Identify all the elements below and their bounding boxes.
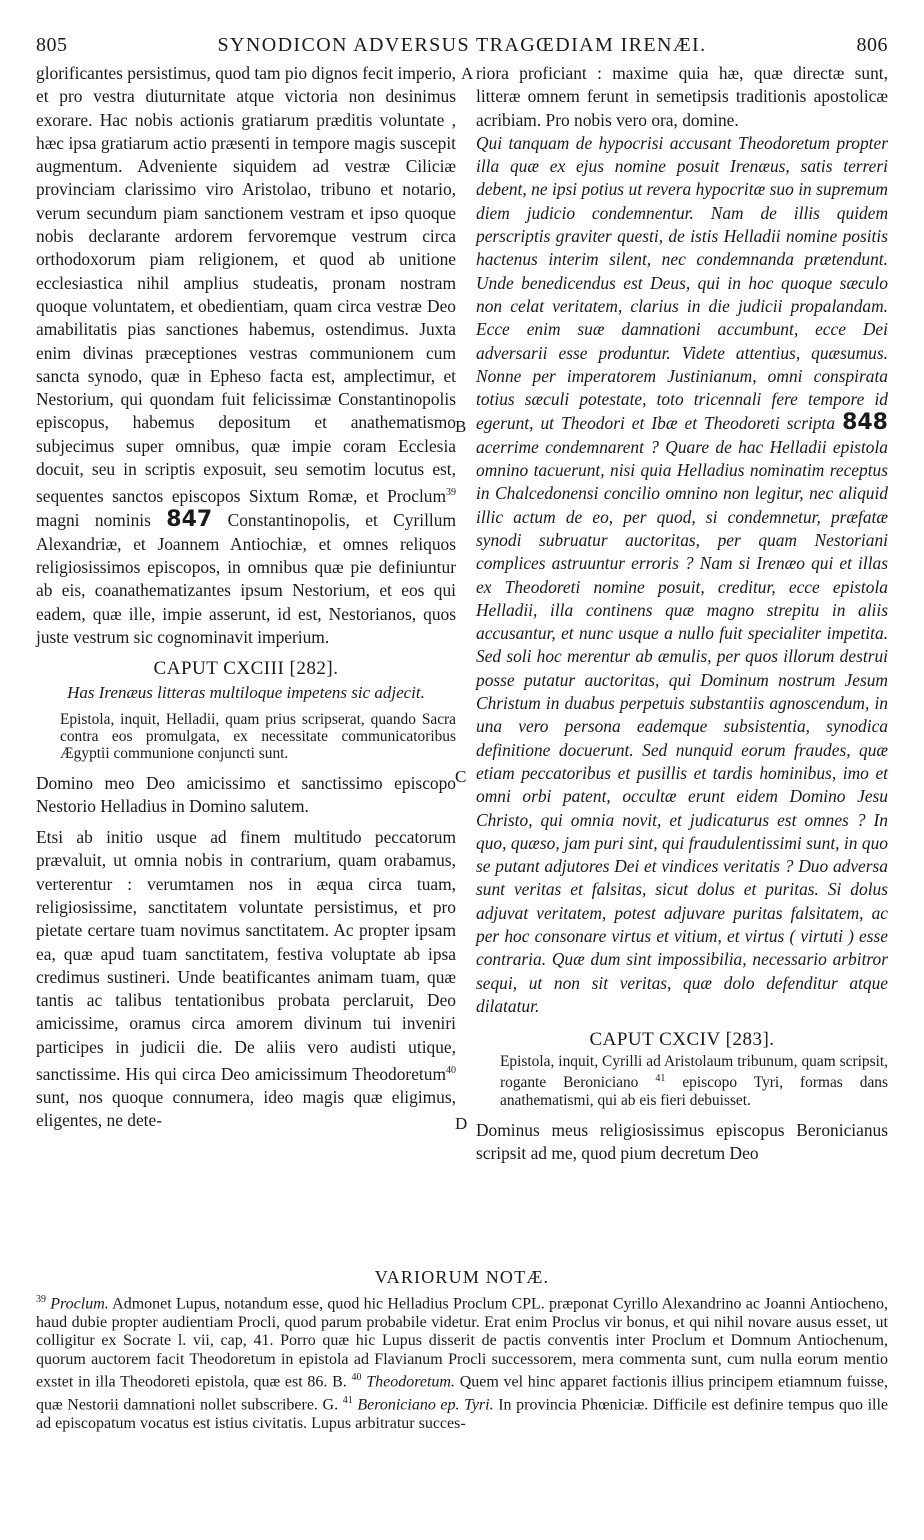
variorum-notes: [36, 1268, 888, 1434]
chapter-intro-194: Epistola, inquit, Cyrilli ad Aristolaum tribunum, quam scripsit, rogante Beroniciano $^{41}$ episcopo Tyri, formas dans anathematismi, qui ab eis fieri debuisset.: [500, 1053, 888, 1109]
running-header: [36, 30, 888, 60]
right-column: [476, 62, 888, 1165]
chapter-heading-193: CAPUT CXCIII [282].: [153, 658, 339, 680]
chapter-subheading-193: Has Irenæus litteras multiloque impetens sic adjecit.: [67, 682, 425, 702]
column-marker-847: 847: [166, 507, 213, 533]
chapter-intro-193: Epistola, inquit, Helladii, quam prius scripserat, quando Sacra contra eos promulgata, ex necessitate communicatoribus Ægyptii communione conjuncti sunt.: [60, 710, 456, 762]
notes-title: VARIORUM NOTÆ.: [374, 1267, 550, 1287]
margin-letter-c: C: [455, 767, 467, 786]
note-ref-40: 40: [446, 1065, 456, 1077]
left-paragraph-1: glorificantes persistimus, quod tam pio dignos fecit imperio, et pro vestra diuturnitate atque victoria non desinimus exorare. Hac nobis actionis gratiarum præditis voluntate , hæc ipsa gratiarum actio præsenti in tempore magis suscepit augmentum. Adveniente siquidem ad vestræ Ciliciæ provinciam clarissimo viro Aristolao, tribuno et notario, verum secundum piam sanctionem vestram et ipso quoque nobis declarante ardorem fervoremque vestrum circa orthodoxorum piam religionem, et quod ab unitione ecclesiastica nihil amplius studeatis, pronam nostram quoque voluntatem, et obedientiam, quam circa vestræ Deo amabilitatis pias sanctiones habemus, ostendimus. Juxta enim divinas præceptiones vestras communionem cum sancta synodo, quæ in Epheso facta est, amplectimur, et Nestorium, qui quondam fuit felicissimæ Constantinopolis episcopus, habemus depositum et anathematismo subjecimus super omnibus, quæ impie coram Ecclesia docuit, seu in scriptis exposuit, seu semotim locutus est, sequentes sanctos episcopos Sixtum Romæ, et Proclum$^{39}$ magni nominis 847 Constantinopolis, et Cyrillum Alexandriæ, et Joannem Antiochiæ, et omnes reliquos religiosissimos episcopos, in omnibus quæ pie definiuntur ab eis, coanathematizantes ipsum Nestorium, et eos qui eadem, quæ ille, impie asserunt, id est, Nestorianos, quos juste vestrum sic cognominavit imperium.: [36, 63, 456, 647]
note-ref-41: 41: [655, 1073, 666, 1085]
right-paragraph-3: Dominus meus religiosissimus episcopus Beronicianus scripsit ad me, quod pium decretum Deo: [476, 1119, 888, 1163]
margin-letter-a: A: [461, 64, 474, 83]
margin-letter-d: D: [455, 1114, 468, 1133]
running-title: SYNODICON ADVERSUS TRAGŒDIAM IRENÆI.: [217, 34, 707, 56]
chapter-heading-194: CAPUT CXCIV [283].: [589, 1029, 775, 1051]
right-paragraph-1: riora proficiant : maxime quia hæ, quæ directæ sunt, litteræ omnem ferunt in semetipsis traditionis apostolicæ acribiam. Pro nobis vero ora, domine.: [476, 63, 888, 130]
left-column-number: 805: [36, 34, 68, 56]
right-paragraph-2: Qui tanquam de hypocrisi accusant Theodoretum propter illa quæ ex ejus nomine posuit Irenæus, satis terreri debent, ne ipsi potius ut revera hypocritæ suo in supremum diem judicio condemnentur. Nam de illis quidem perscriptis graviter questi, de istis Helladii nomine positis hactenus interim silent, nec condemnanda prætendunt. Unde benedicendus est Deus, qui in hoc quoque sæculo non celat veritatem, clarius in die judicii propalandam. Ecce enim suæ damnationi accumbunt, ecce Dei adversarii esse produntur. Videte attentius, quæsumus. Nonne per imperatorem Justinianum, omni conspirata totius sæculi potestate, toto tricennali fere tempore id egerunt, ut Theodori et Ibæ et Theodoreti scripta 848 acerrime condemnarent ? Quare de hac Helladii epistola omnino tacuerunt, nisi quia Helladius nominatim receptus in Chalcedonensi concilio omnino non legitur, nec aliquid illic actum de eo, per quod, si condemnetur, præfatæ synodi subruatur auctoritas, per quam Nestoriani complices astruuntur erroris ? Nam si Irenæo qui et illas ex Theodoreti nomine posuit, creditur, ecce epistola Helladii, illa continens quæ magno strepitu in aliis accusantur, et nunc usque a nullo fuit specialiter impetita. Sed soli hoc merentur ab æmulis, per quos illorum destrui posse putatur auctoritas, qui Dominum nostrum Jesum Christum in duabus perpetuis substantiis agnoscendum, in una vero persona eademque subsistentia, synodica definitione docuerunt. Sed nunquid eorum fraudes, quæ etiam peccatoribus et pusillis et tardis hominibus, imo et omni orbi patent, occultæ erunt eidem Domino Jesu Christo, qui omnia novit, et judicaturus est omnes ? In quo, quæso, jam puri sint, qui fraudulentissimi sunt, in quo se putant adjutores Dei et vindices veritatis ? Duo adversa sunt veritas et falsitas, sicut dolus et puritas. Si dolus adjuvat veritatem, potest adjuvare puritas falsitatem, ac per hoc consonare virtus et vitium, et virtus ( virtuti ) esse contraria. Quæ dum sint impossibilia, necessario arbitror sequi, ut non sit veritas, quæ dolo defenditur atque dilatatur.: [476, 132, 888, 1016]
left-paragraph-2: Etsi ab initio usque ad finem multitudo peccatorum prævaluit, ut omnia nobis in contrarium, quam orabamus, verterentur : verumtamen nos in æqua circa tuam, religiosissime, sanctitatem voluntate persistimus, et pro pietate certare tuam novimus sanctitatem. Ac propter ipsam ea, quæ apud tuam sanctitatem, festiva voluptate ab ipsa credimus sustineri. Unde beatificantes animam tuam, quæ tantis ac talibus tentationibus probata perclaruit, Deo amicissime, oramus circa amorem divinum tui inveniri participes in judicii die. De aliis vero audisti utique, sanctissime. His qui circa Deo amicissimum Theodoretum$^{40}$ sunt, nos quoque connumera, ideo magis quæ eligimus, eligentes, ne dete-: [36, 827, 456, 1131]
note-ref-39: 39: [446, 487, 456, 499]
column-marker-848: 848: [842, 410, 888, 436]
note-39: $^{39}$ Proclum. Admonet Lupus, notandum esse, quod hic Helladius Proclum CPL. præponat Cyrillo Alexandrino ac Joanni Antiocheno, haud dubie propter audientiam Procli, quod parum probabile videtur. Erat enim Proclus vir bonus, et qui nihil novare ausus esset, ut colligitur ex Socrate l. vii, cap, 41. Porro quæ hic Lupus disserit de pactis conventis inter Proclum et Domnum Antiochenum, quorum auctorem facit Theodoretum in epistola ad Flavianum Procli successorem, mera commenta sunt, cum nulla eorum mentio exstet in illa Theodoreti epistola, quæ est 86. B. $^{40}$ Theodoretum. Quem vel hinc apparet factionis illius principem etiamnum fuisse, quæ Nestorii damnationi nollet subscribere. G. $^{41}$ Beroniciano ep. Tyri. In provincia Phœniciæ. Difficile est definire tempus quo ille ad episcopatum vocatus est istius civitatis. Lupus arbitratur succes-: [36, 1293, 889, 1433]
letter-greeting: Domino meo Deo amicissimo et sanctissimo episcopo Nestorio Helladius in Domino salutem.: [36, 772, 456, 816]
right-column-number: 806: [856, 34, 888, 56]
left-column: [36, 62, 456, 1133]
margin-letter-b: B: [455, 417, 467, 436]
